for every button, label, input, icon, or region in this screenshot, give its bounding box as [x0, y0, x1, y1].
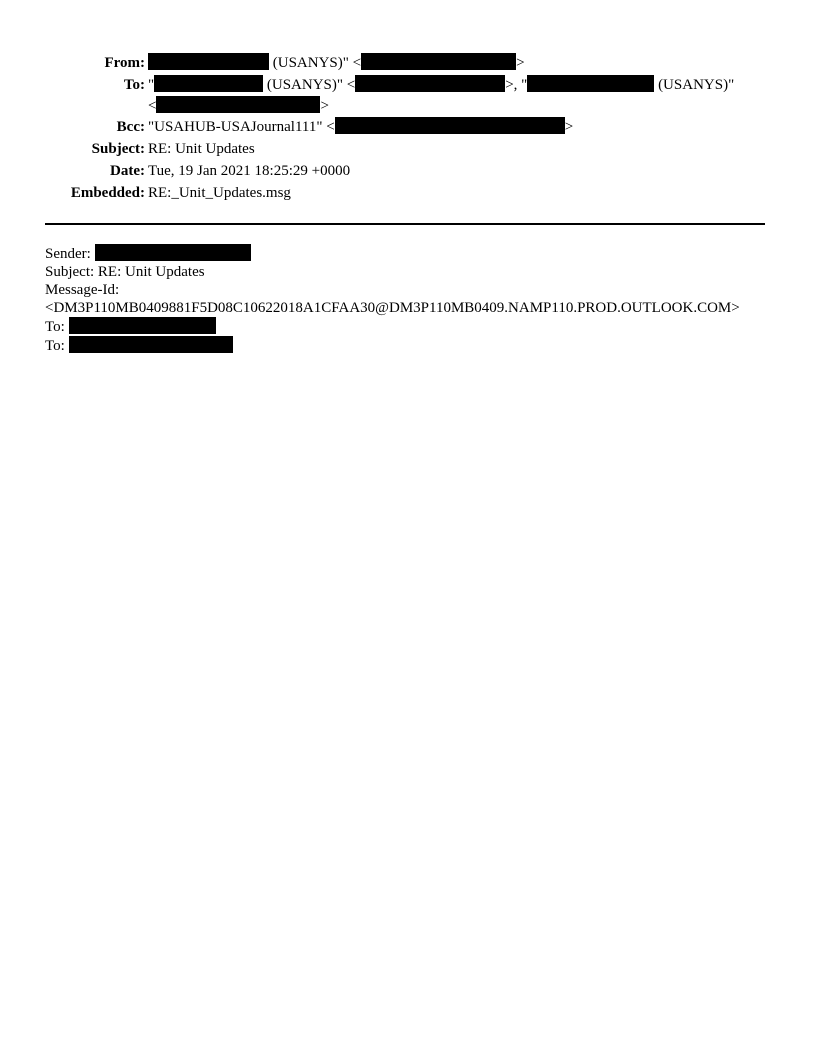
to-row-continued [0, 96, 816, 116]
from-label: From: [104, 55, 145, 71]
to-value: " (USANYS)" < >, " (USANYS)" [148, 77, 735, 93]
redaction-block [335, 117, 565, 134]
embedded-row [0, 182, 816, 204]
embedded-value: RE:_Unit_Updates.msg [148, 185, 291, 201]
email-header [0, 52, 816, 204]
separator-line [45, 223, 765, 225]
redaction-block [148, 53, 269, 70]
to-line: To: [45, 317, 770, 336]
to-line: To: [45, 336, 770, 355]
subject-line: Subject: RE: Unit Updates [45, 264, 205, 280]
redaction-block [527, 75, 654, 92]
redaction-block [69, 336, 233, 353]
bcc-value: "USAHUB-USAJournal111" < > [148, 119, 574, 135]
date-row [0, 160, 816, 182]
redaction-block [95, 244, 251, 261]
subject-row [0, 138, 816, 160]
redaction-block [355, 75, 505, 92]
from-row [0, 52, 816, 74]
message-id-label: Message-Id: [45, 282, 120, 298]
redaction-block [154, 75, 263, 92]
bcc-label: Bcc: [116, 119, 145, 135]
from-value: (USANYS)" < > [148, 52, 525, 74]
to-value-continued: < > [148, 98, 329, 114]
sender-line: Sender: [45, 244, 770, 263]
to-label: To: [123, 77, 145, 93]
redaction-block [361, 53, 516, 70]
date-value: Tue, 19 Jan 2021 18:25:29 +0000 [148, 163, 351, 179]
date-label: Date: [110, 163, 145, 179]
message-id-value: <DM3P110MB0409881F5D08C10622018A1CFAA30@DM3P110MB0409.NAMP110.PROD.OUTLOOK.COM> [45, 300, 740, 316]
bcc-row [0, 116, 816, 138]
redaction-block [156, 96, 320, 113]
to-row [0, 74, 816, 96]
redaction-block [69, 317, 216, 334]
subject-label: Subject: [91, 141, 145, 157]
message-body [45, 244, 770, 355]
subject-value: RE: Unit Updates [148, 141, 255, 157]
embedded-label: Embedded: [70, 185, 145, 201]
